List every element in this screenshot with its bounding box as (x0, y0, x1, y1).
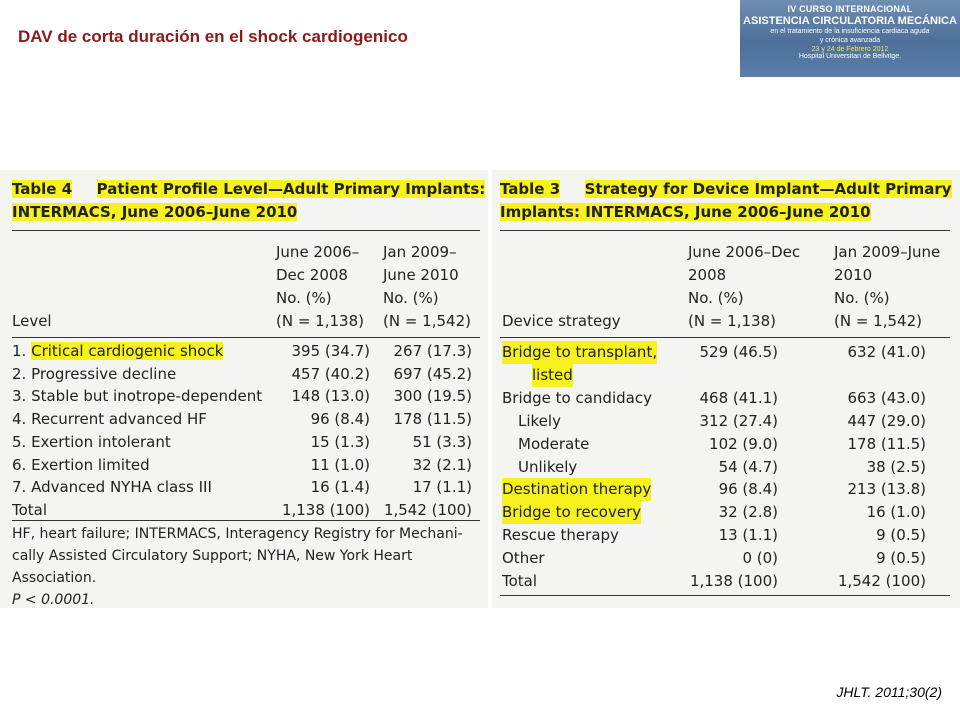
row-value-b: 1,542 (100) (837, 572, 926, 590)
table4-col3-head-2: June 2010 (383, 266, 459, 284)
table-row (492, 478, 960, 501)
table-row (492, 570, 960, 593)
row-value-a: 0 (0) (742, 549, 778, 568)
row-label: 2. Progressive decline (12, 364, 177, 383)
table4-caption-text-2: INTERMACS, June 2006–June 2010 (12, 203, 298, 221)
table4-col2-head-1: June 2006– (276, 243, 360, 261)
table4-caption-line1 (12, 180, 485, 198)
row-value-a: 11 (1.0) (310, 455, 370, 474)
row-value-a: 1,138 (100) (689, 572, 778, 590)
row-label: 5. Exertion intolerant (12, 432, 171, 451)
table-row (492, 433, 960, 456)
table3-caption-text-2: Implants: INTERMACS, June 2006–June 2010 (500, 203, 871, 221)
table4-col2-header (276, 241, 364, 333)
row-value-b: 38 (2.5) (866, 457, 926, 476)
table4-footnote-line-2: cally Assisted Circulatory Support; NYHA, New York Heart Association. (12, 548, 413, 586)
logo-line-3b: y crónica avanzada (819, 37, 881, 44)
table4-label: Table 4 (12, 180, 73, 198)
table3-header-rule (500, 337, 950, 338)
row-value-b: 178 (11.5) (393, 410, 472, 429)
row-value-b: 9 (0.5) (876, 549, 926, 568)
row-value-a: 54 (4.7) (718, 457, 778, 476)
table3-col2-head-4: (N = 1,138) (688, 312, 776, 330)
table4-col3-head-1: Jan 2009– (383, 243, 457, 261)
row-value-a: 96 (8.4) (718, 480, 778, 499)
table4-top-rule (12, 230, 480, 231)
row-value-b: 300 (19.5) (393, 387, 472, 406)
row-value-b: 663 (43.0) (847, 388, 926, 407)
row-value-b: 32 (2.1) (412, 455, 472, 474)
table4-col3-head-3: No. (%) (383, 289, 439, 307)
row-label: 6. Exertion limited (12, 455, 150, 474)
table-row (492, 547, 960, 570)
citation: JHLT. 2011;30(2) (836, 684, 942, 700)
table4-header-rule (12, 337, 480, 338)
row-value-a: 529 (46.5) (699, 343, 778, 361)
row-value-a: 96 (8.4) (310, 410, 370, 429)
logo-venue: Hospital Universitari de Bellvitge. (798, 53, 902, 60)
row-value-a: 15 (1.3) (310, 432, 370, 451)
row-label: 7. Advanced NYHA class III (12, 478, 212, 497)
row-value-a: 13 (1.1) (718, 526, 778, 545)
table4-bottom-rule (12, 520, 480, 521)
table3-panel (492, 170, 960, 608)
table-row (492, 501, 960, 524)
row-value-b: 697 (45.2) (393, 364, 472, 383)
table-row (0, 454, 488, 477)
table4-col1-header: Level (12, 312, 52, 330)
table-row (492, 364, 960, 387)
row-value-b: 178 (11.5) (847, 434, 926, 453)
row-label: Likely (518, 411, 561, 430)
row-value-a: 32 (2.8) (718, 503, 778, 522)
table4-footnote (12, 523, 482, 611)
row-value-b: 1,542 (100) (383, 500, 472, 519)
row-value-b: 213 (13.8) (847, 480, 926, 499)
table-row (492, 456, 960, 479)
row-value-a: 468 (41.1) (699, 388, 778, 407)
table3-col2-head-3: No. (%) (688, 289, 744, 307)
table-row (0, 385, 488, 408)
row-value-a: 1,138 (100) (281, 500, 370, 519)
row-label: 3. Stable but inotrope-dependent (12, 387, 263, 406)
row-value-a: 457 (40.2) (291, 364, 370, 383)
table4-caption-line2 (12, 203, 297, 221)
row-label: Unlikely (518, 457, 578, 476)
table3-bottom-rule (500, 595, 950, 596)
table3-caption-text: Strategy for Device Implant—Adult Primary (584, 180, 952, 198)
row-value-a: 395 (34.7) (291, 342, 370, 360)
table4-footnote-line-1: HF, heart failure; INTERMACS, Interagency Registry for Mechani- (12, 526, 463, 542)
row-value-a: 148 (13.0) (291, 387, 370, 406)
row-label: Rescue therapy (502, 526, 619, 545)
table3-col2-head-1: June 2006–Dec (688, 243, 801, 261)
table3-caption-line2 (500, 203, 871, 221)
logo-date: 23 y 24 de Febrero 2012 (811, 46, 889, 53)
table-row (0, 476, 488, 499)
table3-col3-head-4: (N = 1,542) (834, 312, 922, 330)
table-row (492, 524, 960, 547)
table4-col2-head-4: (N = 1,138) (276, 312, 364, 330)
table3-col3-head-1: Jan 2009–June (834, 243, 941, 261)
row-label: 4. Recurrent advanced HF (12, 410, 207, 429)
table3-col1-header: Device strategy (502, 312, 621, 330)
row-value-b: 51 (3.3) (412, 432, 472, 451)
row-label: Other (502, 549, 545, 568)
row-value-b: 17 (1.1) (412, 478, 472, 497)
table3-col3-header (834, 241, 940, 333)
row-value-b: 267 (17.3) (393, 342, 472, 360)
row-value-b: 447 (29.0) (847, 411, 926, 430)
table-row (492, 387, 960, 410)
table-row (492, 341, 960, 364)
table4-panel (0, 170, 488, 608)
table3-caption-line1 (500, 180, 952, 198)
table-row (0, 340, 488, 363)
row-label: Destination therapy (502, 478, 651, 501)
logo-line-3: en el tratamiento de la insuficiencia cardiaca aguda (770, 28, 930, 35)
table4-col3-header (383, 241, 471, 333)
row-label: Total (12, 500, 48, 519)
row-value-a: 312 (27.4) (699, 411, 778, 430)
logo-line-1: IV CURSO INTERNACIONAL (787, 4, 913, 14)
table-row (0, 431, 488, 454)
row-value-b: 16 (1.0) (866, 503, 926, 522)
table3-col2-header (688, 241, 800, 333)
table4-col2-head-3: No. (%) (276, 289, 332, 307)
table3-top-rule (500, 230, 950, 231)
row-value-b: 632 (41.0) (847, 343, 926, 361)
table-row (0, 499, 488, 522)
slide-title: DAV de corta duración en el shock cardiogenico (18, 27, 408, 46)
logo-line-2: ASISTENCIA CIRCULATORIA MECÁNICA (743, 15, 957, 27)
table4-col2-head-2: Dec 2008 (276, 266, 348, 284)
table4-footnote-line-3: P < 0.0001. (12, 592, 95, 608)
row-label: Bridge to recovery (502, 501, 641, 524)
course-logo (740, 0, 960, 77)
row-label: Bridge to candidacy (502, 388, 652, 407)
row-value-a: 16 (1.4) (310, 478, 370, 497)
row-label: Moderate (518, 434, 590, 453)
row-label: listed (532, 364, 573, 387)
table-row (0, 363, 488, 386)
row-label: 1. Critical cardiogenic shock (12, 342, 224, 360)
table3-col3-head-2: 2010 (834, 266, 873, 284)
table4-caption-text: Patient Profile Level—Adult Primary Implants: (96, 180, 486, 198)
table3-col3-head-3: No. (%) (834, 289, 890, 307)
row-value-b: 9 (0.5) (876, 526, 926, 545)
table-row (492, 410, 960, 433)
row-label: Bridge to transplant, (502, 341, 657, 364)
row-value-a: 102 (9.0) (709, 434, 778, 453)
table3-label: Table 3 (500, 180, 561, 198)
table3-col2-head-2: 2008 (688, 266, 727, 284)
table-row (0, 408, 488, 431)
row-label: Total (502, 572, 538, 590)
table4-col3-head-4: (N = 1,542) (383, 312, 471, 330)
